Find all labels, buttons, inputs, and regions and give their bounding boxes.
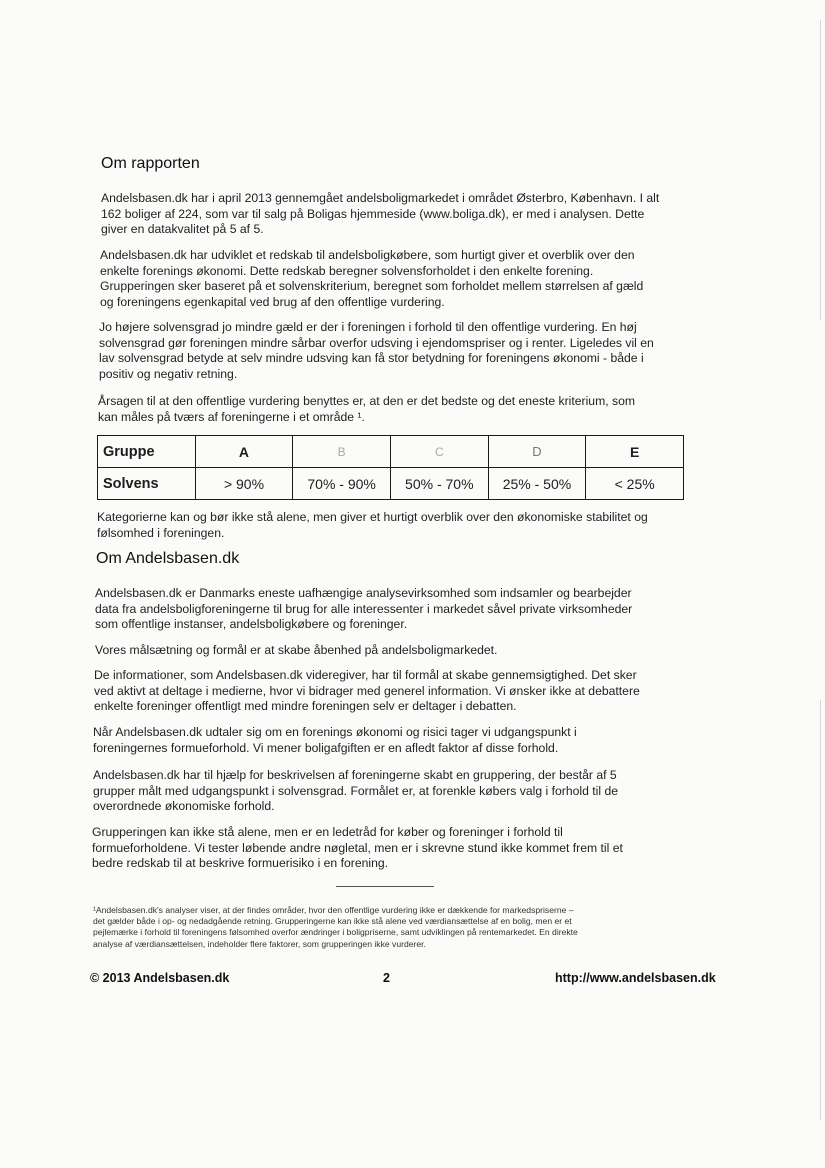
text-line: giver en datakvalitet på 5 af 5. [101,222,264,237]
paragraph [92,825,623,872]
text-line: ved aktivt at deltage i medierne, hvor vi bidrager med generel information. Vi ønsker ikke at debattere [94,683,640,698]
paragraph [97,510,648,541]
text-line: Grupperingen sker baseret på et solvenskriterium, beregnet som forholdet mellem størrelsen af gæld [100,279,644,294]
table-row-label: Gruppe [98,436,196,468]
text-line: Vores målsætning og formål er at skabe åbenhed på andelsboligmarkedet. [95,643,498,657]
table-row [98,468,684,500]
group-cell: E [586,436,684,468]
text-line: bedre redskab til at beskrive formuerisiko i en forening. [92,856,389,871]
text-line: Når Andelsbasen.dk udtaler sig om en forenings økonomi og risici tager vi udgangspunkt i [93,725,577,739]
paragraph [93,725,577,756]
group-cell: B [293,436,391,468]
paragraph [100,248,643,310]
scan-edge-mark [820,20,821,320]
text-line: formueforholdene. Vi tester løbende andre nøgletal, men er i skrevne stund ikke kommet frem til et [92,840,623,855]
footer-url: http://www.andelsbasen.dk [555,971,716,985]
text-line: enkelte forenings økonomi. Dette redskab beregner solvensforholdet i den enkelte forening. [100,263,594,278]
text-line: Årsagen til at den offentlige vurdering benyttes er, at den er det bedste og det eneste kriterium, som [98,394,636,408]
text-line: som offentlige instanser, andelsboligkøbere og foreninger. [95,617,408,632]
scan-edge-mark [820,700,821,1120]
paragraph [98,394,635,425]
paragraph [101,191,659,238]
table-row-label: Solvens [98,468,196,500]
footnote-line: ¹Andelsbasen.dk's analyser viser, at der findes områder, hvor den offentlige vurdering ikke er dækkende for markedspriserne – [93,905,574,915]
range-cell: < 25% [586,468,684,500]
paragraph [95,586,632,633]
range-cell: > 90% [195,468,293,500]
text-line: Andelsbasen.dk har udviklet et redskab til andelsboligkøbere, som hurtigt giver et overblik over den [100,248,635,262]
text-line: positiv og negativ retning. [99,366,238,381]
section-heading-om-rapporten: Om rapporten [101,155,200,172]
paragraph [95,643,497,659]
footnote-line: analyse af værdiansættelsen, indeholder flere faktorer, som grupperingen ikke vurderer. [93,938,426,949]
text-line: Andelsbasen.dk har til hjælp for beskrivelsen af foreningerne skabt en gruppering, der består af 5 [93,768,617,782]
text-line: De informationer, som Andelsbasen.dk videregiver, har til formål at skabe gennemsigtighed. Det sker [94,668,637,682]
text-line: enkelte foreninger offentligt med mindre foreningen selv er deltager i debatten. [94,699,517,714]
text-line: kan måles på tværs af foreningerne i et område ¹. [98,409,365,424]
text-line: Andelsbasen.dk har i april 2013 gennemgået andelsboligmarkedet i området Østerbro, København. I alt [101,191,660,205]
text-line: følsomhed i foreningen. [97,525,225,540]
group-cell: A [195,436,293,468]
footnote-line: det gælder både i op- og nedadgående retning. Grupperingerne kan ikke stå alene ved værdiansættelse af en bolig, men er et [93,916,572,927]
footnote-divider [336,886,434,887]
paragraph [93,768,618,815]
paragraph [94,668,640,715]
footer-page-number: 2 [383,971,390,985]
range-cell: 70% - 90% [293,468,391,500]
text-line: data fra andelsboligforeningerne til brug for alle interessenter i markedet såvel private virksomheder [95,601,633,616]
solvency-group-table [97,435,684,500]
text-line: solvensgrad gør foreningen mindre sårbar overfor udsving i ejendomspriser og i renter. Ligeledes vil en [99,335,654,350]
table-header-row [98,436,684,468]
footnote [93,905,578,950]
text-line: Kategorierne kan og bør ikke stå alene, men giver et hurtigt overblik over den økonomiske stabilitet og [97,510,648,524]
text-line: og foreningens egenkapital ved brug af den offentlige vurdering. [100,294,445,309]
paragraph [99,320,654,382]
section-heading-om-andelsbasen: Om Andelsbasen.dk [96,550,240,567]
range-cell: 25% - 50% [488,468,586,500]
text-line: Jo højere solvensgrad jo mindre gæld er der i foreningen i forhold til den offentlige vurdering. En høj [99,320,637,334]
text-line: 162 boliger af 224, som var til salg på Boligas hjemmeside (www.boliga.dk), er med i analysen. Dette [101,206,645,221]
group-cell: D [488,436,586,468]
text-line: Grupperingen kan ikke stå alene, men er en ledetråd for køber og foreninger i forhold til [92,825,563,839]
text-line: Andelsbasen.dk er Danmarks eneste uafhængige analysevirksomhed som indsamler og bearbejder [95,586,632,600]
footer-copyright: © 2013 Andelsbasen.dk [90,971,230,985]
text-line: foreningernes formueforhold. Vi mener boligafgiften er en afledt faktor af disse forhold. [93,740,559,755]
group-cell: C [390,436,488,468]
text-line: grupper målt med udgangspunkt i solvensgrad. Formålet er, at forenkle købers valg i forhold til de [93,783,619,798]
range-cell: 50% - 70% [390,468,488,500]
footnote-line: pejlemærke i forhold til foreningens følsomhed overfor ændringer i boligpriserne, samt udviklingen på rentemarkedet. En direkte [93,927,578,938]
text-line: overordnede økonomiske forhold. [93,799,275,814]
text-line: lav solvensgrad betyde at selv mindre udsving kan få stor betydning for foreningens økonomi - både i [99,351,644,366]
